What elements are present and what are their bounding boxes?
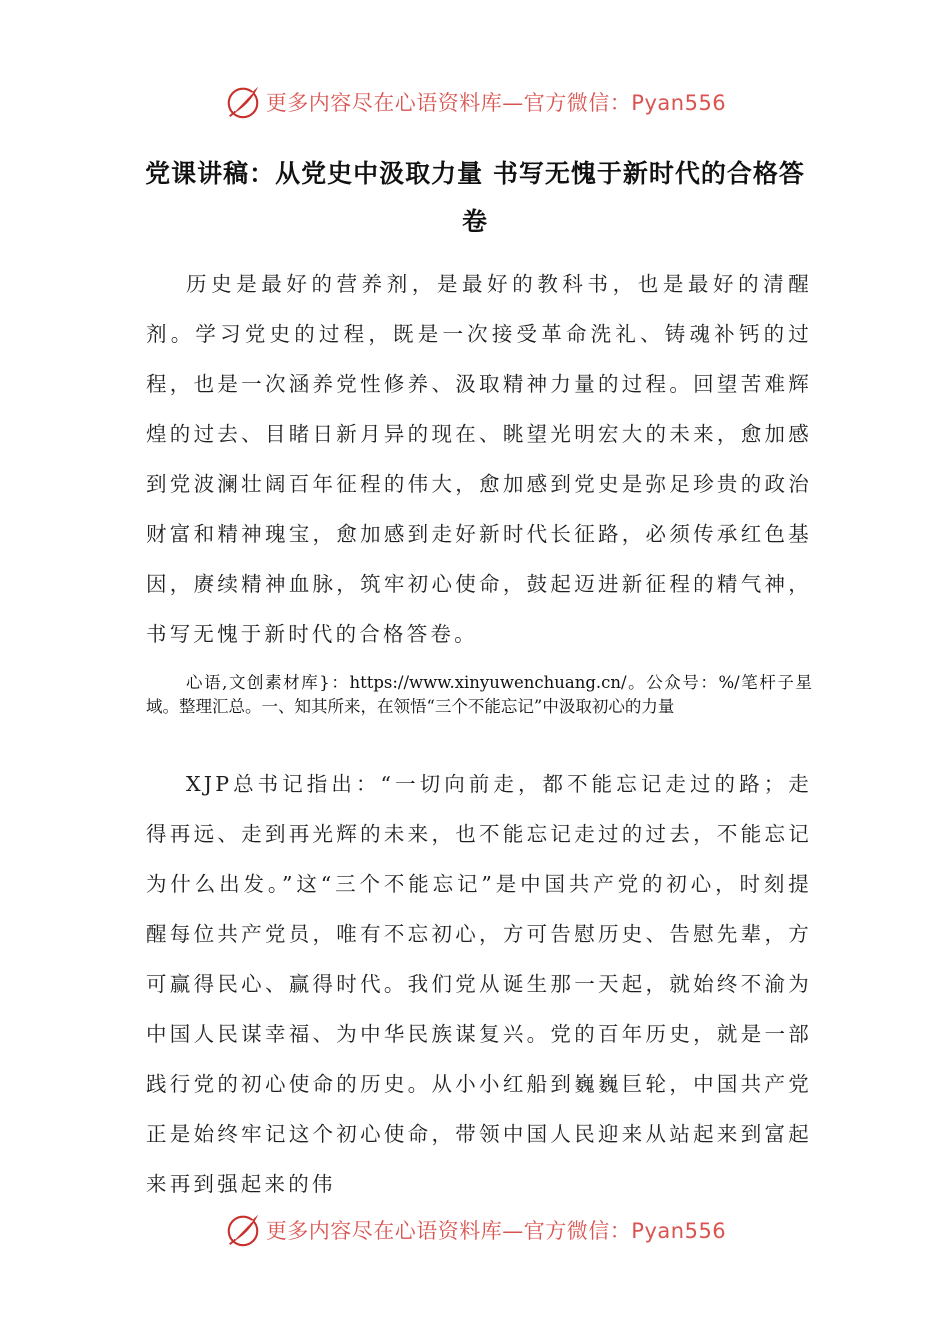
body-paragraph: 历史是最好的营养剂，是最好的教科书，也是最好的清醒剂。学习党史的过程，既是一次接受革命洗礼、铸魂补钙的过程，也是一次涵养党性修养、汲取精神力量的过程。回望苦难辉煌的过去、目睹日新月异的现在、眺望光明宏大的未来，愈加感到党波澜壮阔百年征程的伟大，愈加感到党史是弥足珍贵的政治财富和精神瑰宝，愈加感到走好新时代长征路，必须传承红色基因，赓续精神血脉，筑牢初心使命，鼓起迈进新征程的精气神，书写无愧于新时代的合格答卷。 bbox=[146, 272, 812, 646]
quill-pen-logo-icon bbox=[224, 83, 262, 121]
page-title: 党课讲稿：从党史中汲取力量 书写无愧于新时代的合格答卷 bbox=[145, 159, 805, 236]
footer-banner bbox=[0, 1208, 950, 1252]
header-banner bbox=[0, 80, 950, 124]
header-banner-text: 更多内容尽在心语资料库—官方微信：Pyan556 bbox=[265, 91, 727, 115]
quill-pen-logo-icon bbox=[224, 1211, 262, 1249]
source-note: 心语,文创素材库}：https://www.xinyuwenchuang.cn/。公众号：%/笔杆子星域。整理汇总。一、知其所来，在领悟“三个不能忘记”中汲取初心的力量 bbox=[146, 673, 812, 716]
footer-banner-text: 更多内容尽在心语资料库—官方微信：Pyan556 bbox=[265, 1219, 727, 1243]
body-paragraph: XJP总书记指出：“一切向前走，都不能忘记走过的路；走得再远、走到再光辉的未来，也不能忘记走过的过去，不能忘记为什么出发。”这“三个不能忘记”是中国共产党的初心，时刻提醒每位共产党员，唯有不忘初心，方可告慰历史、告慰先辈，方可赢得民心、赢得时代。我们党从诞生那一天起，就始终不渝为中国人民谋幸福、为中华民族谋复兴。党的百年历史，就是一部践行党的初心使命的历史。从小小红船到巍巍巨轮，中国共产党正是始终牢记这个初心使命，带领中国人民迎来从站起来到富起来再到强起来的伟 bbox=[146, 772, 812, 1196]
